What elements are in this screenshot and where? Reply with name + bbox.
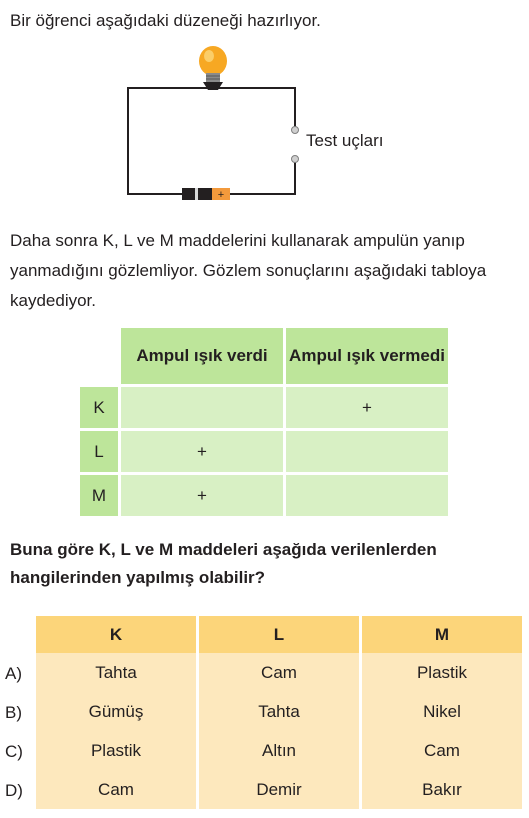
test-terminal-lower	[292, 156, 299, 163]
test-terminals-label: Test uçları	[306, 131, 384, 150]
option-letter-b[interactable]: B)	[5, 703, 22, 722]
intro-text: Bir öğrenci aşağıdaki düzeneği hazırlıyor.	[10, 11, 321, 30]
bulb-icon	[199, 46, 227, 90]
option-a-l: Cam	[199, 653, 359, 692]
circuit-wire-right	[230, 161, 295, 194]
option-letter-c[interactable]: C)	[5, 742, 23, 761]
question-text: Buna göre K, L ve M maddeleri aşağıda verilenlerden hangilerinden yapılmış olabilir?	[10, 540, 437, 587]
circuit-wire-left	[128, 88, 215, 194]
test-terminal-upper	[292, 127, 299, 134]
header-light-on: Ampul ışık verdi	[121, 328, 283, 384]
option-c-k: Plastik	[36, 731, 196, 770]
row-label-m: M	[80, 475, 118, 516]
k-light-off-cell: +	[286, 387, 448, 428]
circuit-diagram	[0, 35, 529, 215]
m-light-off-cell	[286, 475, 448, 516]
option-d-l: Demir	[199, 770, 359, 809]
option-d-k: Cam	[36, 770, 196, 809]
l-light-on-cell: +	[121, 431, 283, 472]
l-light-off-cell	[286, 431, 448, 472]
answer-table	[33, 616, 525, 809]
option-b-k: Gümüş	[36, 692, 196, 731]
option-letter-a[interactable]: A)	[5, 664, 22, 683]
option-b-m: Nikel	[362, 692, 522, 731]
header-light-off: Ampul ışık vermedi	[286, 328, 448, 384]
option-c-l: Altın	[199, 731, 359, 770]
option-c-m: Cam	[362, 731, 522, 770]
battery-icon	[182, 188, 230, 201]
option-a-m: Plastik	[362, 653, 522, 692]
empty-corner-cell	[80, 328, 118, 384]
m-light-on-cell: +	[121, 475, 283, 516]
k-light-on-cell	[121, 387, 283, 428]
battery-plus-sign: +	[217, 189, 225, 201]
circuit-wire-top	[213, 88, 295, 130]
option-a-k: Tahta	[36, 653, 196, 692]
observation-table	[77, 325, 451, 519]
option-letter-d[interactable]: D)	[5, 781, 23, 800]
option-b-l: Tahta	[199, 692, 359, 731]
row-label-l: L	[80, 431, 118, 472]
answer-header-k: K	[36, 616, 196, 653]
description-paragraph: Daha sonra K, L ve M maddelerini kullanarak ampulün yanıp yanmadığını gözlemliyor. Gözlem sonuçlarını aşağıdaki tabloya kaydediyor.	[10, 231, 487, 310]
answer-header-l: L	[199, 616, 359, 653]
option-d-m: Bakır	[362, 770, 522, 809]
answer-header-m: M	[362, 616, 522, 653]
row-label-k: K	[80, 387, 118, 428]
